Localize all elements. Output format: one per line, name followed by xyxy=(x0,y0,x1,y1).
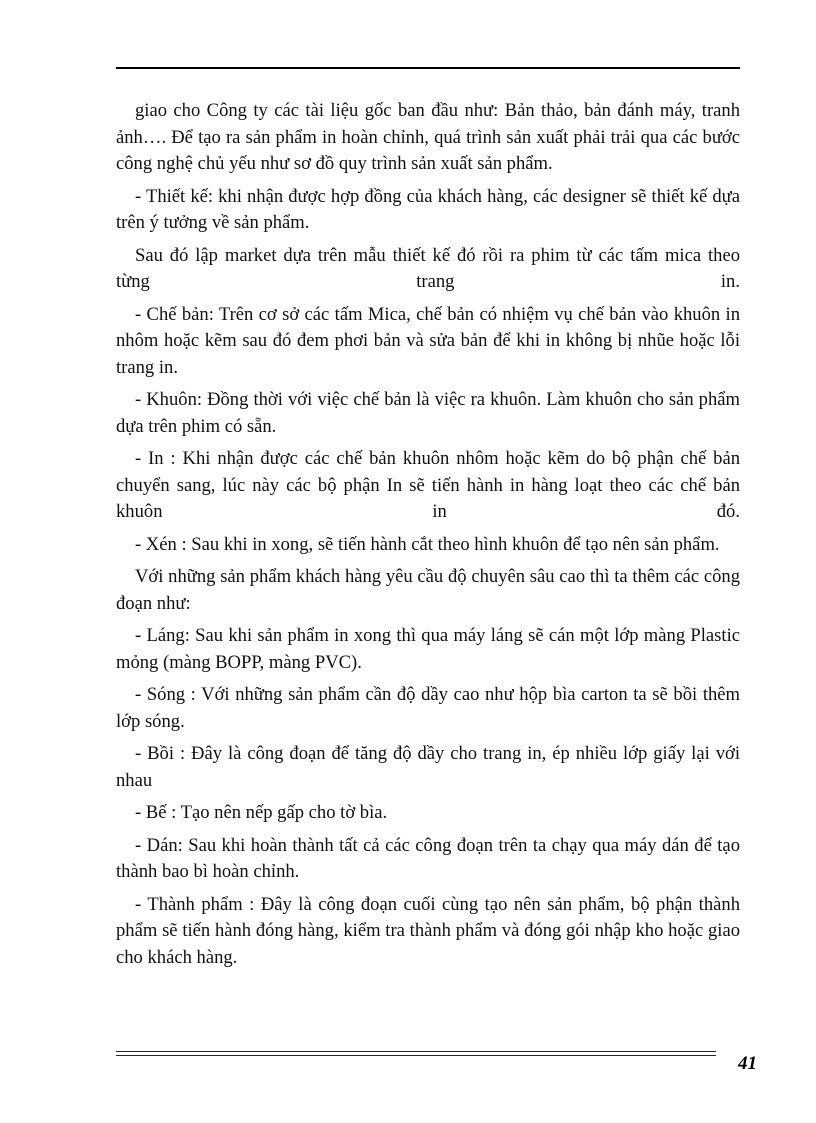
footer-rule xyxy=(116,1051,716,1056)
paragraph-thiet-ke: - Thiết kế: khi nhận được hợp đồng của khách hàng, các designer sẽ thiết kế dựa trên ý tưởng về sản phẩm. xyxy=(116,185,740,233)
paragraph-be: - Bế : Tạo nên nếp gấp cho tờ bìa. xyxy=(135,802,388,823)
paragraph-market: Sau đó lập market dựa trên mẫu thiết kế đó rồi ra phim từ các tấm mica theo từng trang in. xyxy=(116,244,740,292)
paragraph-khuon: - Khuôn: Đồng thời với việc chế bản là việc ra khuôn. Làm khuôn cho sản phẩm dựa trên phim có sẵn. xyxy=(116,389,740,437)
page-number: 41 xyxy=(738,1053,757,1074)
paragraph-xen: - Xén : Sau khi in xong, sẽ tiến hành cắt theo hình khuôn để tạo nên sản phẩm. xyxy=(135,533,720,555)
paragraph-cong-doan-them: Với những sản phẩm khách hàng yêu cầu độ chuyên sâu cao thì ta thêm các công đoạn như: xyxy=(116,566,740,614)
paragraph-che-ban: - Chế bản: Trên cơ sở các tấm Mica, chế bản có nhiệm vụ chế bản vào khuôn in nhôm hoặc kẽm sau đó đem phơi bản và sửa bản để khi in không bị nhũe hoặc lỗi trang in. xyxy=(116,303,740,378)
paragraph-dan: - Dán: Sau khi hoàn thành tất cả các công đoạn trên ta chạy qua máy dán để tạo thành bao bì hoàn chỉnh. xyxy=(116,834,740,882)
paragraph-thanh-pham: - Thành phẩm : Đây là công đoạn cuối cùng tạo nên sản phẩm, bộ phận thành phẩm sẽ tiến hành đóng hàng, kiểm tra thành phẩm và đóng gói nhập kho hoặc giao cho khách hàng. xyxy=(116,893,740,968)
paragraph-song: - Sóng : Với những sản phẩm cần độ dầy cao như hộp bìa carton ta sẽ bồi thêm lớp sóng. xyxy=(116,684,740,732)
paragraph-boi: - Bồi : Đây là công đoạn để tăng độ dầy cho trang in, ép nhiều lớp giấy lại với nhau xyxy=(116,743,740,791)
paragraph-lang: - Láng: Sau khi sản phẩm in xong thì qua máy láng sẽ cán một lớp màng Plastic mỏng (màng BOPP, màng PVC). xyxy=(116,625,740,673)
header-rule xyxy=(116,67,740,69)
paragraph-in: - In : Khi nhận được các chế bản khuôn nhôm hoặc kẽm do bộ phận chế bản chuyển sang, lúc này các bộ phận In sẽ tiến hành in hàng loạt theo các chế bản khuôn in đó. xyxy=(116,448,740,522)
paragraph-intro: giao cho Công ty các tài liệu gốc ban đầu như: Bản thảo, bản đánh máy, tranh ảnh…. Để tạo ra sản phẩm in hoàn chỉnh, quá trình sản xuất phải trải qua các bước công nghệ chủ yếu như sơ đồ quy trình sản xuất sản phẩm. xyxy=(116,100,740,174)
page-body xyxy=(116,98,740,977)
